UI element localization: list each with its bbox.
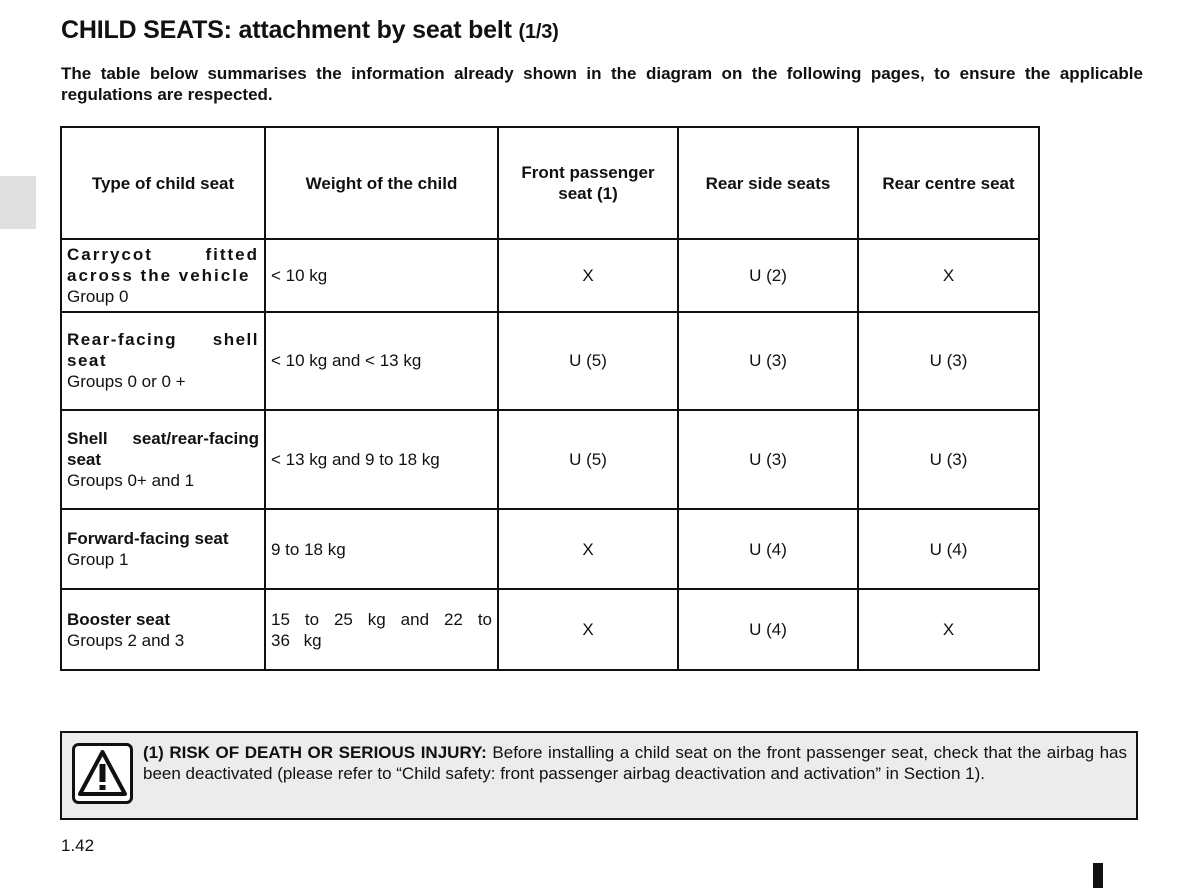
section-tab-marker [0,176,36,229]
seat-type-cell [61,410,265,509]
column-header-front-passenger: Front passenger seat (1) [498,127,678,239]
table-row [61,312,1039,411]
seat-type-cell [61,312,265,411]
rear-centre-cell: X [858,589,1039,670]
rear-side-cell: U (4) [678,589,858,670]
seat-type-cell [61,509,265,590]
column-header-type: Type of child seat [61,127,265,239]
weight-cell: 9 to 18 kg [265,509,498,590]
page-number: 1.42 [61,836,95,855]
page-edge-marker [1093,863,1103,888]
column-header-weight: Weight of the child [265,127,498,239]
seat-type-name: Forward-facing seat [67,529,229,549]
front-passenger-cell: U (5) [498,410,678,509]
rear-side-cell: U (2) [678,239,858,312]
seat-type-name: Rear-facing shell seat [67,330,259,371]
seat-type-group: Group 1 [67,550,129,570]
rear-centre-cell: U (4) [858,509,1039,590]
front-passenger-cell: X [498,239,678,312]
warning-body: Before installing a child seat on the front passenger seat, check that the airbag has been deactivated (please refer to “Child safety: front passenger airbag deactivation and activation” in Section 1). [143,743,1127,783]
seat-type-cell [61,589,265,670]
rear-centre-cell: U (3) [858,410,1039,509]
seat-type-name: Booster seat [67,609,170,629]
front-passenger-cell: X [498,509,678,590]
seat-type-group: Groups 0+ and 1 [67,471,195,490]
seat-type-group: Group 0 [67,286,129,306]
rear-side-cell: U (4) [678,509,858,590]
seat-type-group: Groups 0 or 0 + [67,372,186,392]
table-row [61,239,1039,312]
column-header-rear-centre: Rear centre seat [858,127,1039,239]
rear-side-cell: U (3) [678,312,858,411]
table-row [61,509,1039,590]
table-row [61,589,1039,670]
rear-centre-cell: X [858,239,1039,312]
table-row [61,410,1039,509]
weight-cell: < 10 kg [265,239,498,312]
warning-text [143,742,1127,784]
warning-triangle-icon [72,743,133,804]
page-title-part-indicator: (1/3) [518,21,559,43]
front-passenger-cell: X [498,589,678,670]
page-title-text: CHILD SEATS: attachment by seat belt [61,16,512,44]
rear-side-cell: U (3) [678,410,858,509]
weight-cell: 15 to 25 kg and 22 to 36 kg [265,589,498,670]
seat-type-cell [61,239,265,312]
rear-centre-cell: U (3) [858,312,1039,411]
weight-cell: < 10 kg and < 13 kg [265,312,498,411]
weight-cell: < 13 kg and 9 to 18 kg [265,410,498,509]
seat-type-name: Carrycot fitted across the vehicle [67,244,259,285]
child-seat-table [60,126,1040,671]
warning-box [60,731,1138,820]
table-header-row [61,127,1039,239]
front-passenger-cell: U (5) [498,312,678,411]
column-header-rear-side: Rear side seats [678,127,858,239]
warning-heading: (1) RISK OF DEATH OR SERIOUS INJURY: [143,743,487,762]
page-title [61,16,559,45]
seat-type-name: Shell seat/rear-facing seat [67,429,259,469]
seat-type-group: Groups 2 and 3 [67,630,185,650]
intro-paragraph: The table below summarises the information already shown in the diagram on the following pages, to ensure the applicable regulations are respected. [61,64,1143,104]
